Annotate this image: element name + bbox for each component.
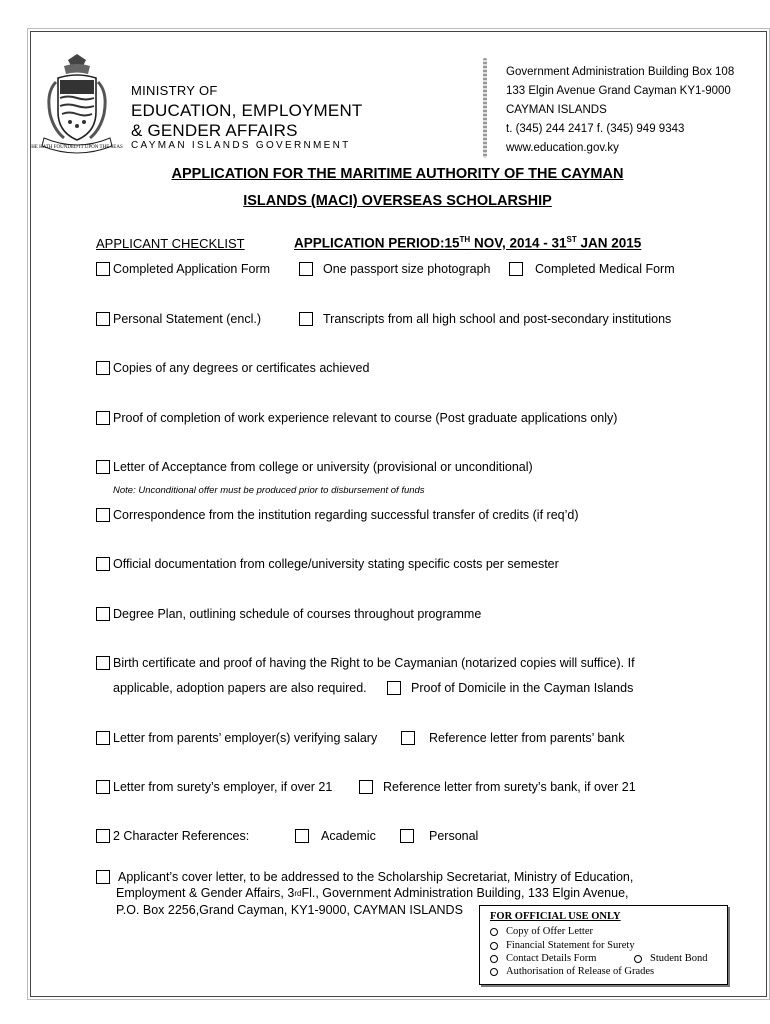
official-item-label: Student Bond	[650, 953, 708, 964]
official-item-label: Contact Details Form	[506, 953, 597, 964]
page-title-line1: APPLICATION FOR THE MARITIME AUTHORITY OF THE CAYMAN	[171, 166, 624, 182]
ministry-of: MINISTRY OF	[131, 83, 218, 98]
official-item	[490, 966, 654, 977]
checklist-row	[359, 780, 636, 794]
checkbox[interactable]	[96, 312, 110, 326]
checkbox[interactable]	[299, 312, 313, 326]
checkbox[interactable]	[96, 411, 110, 425]
checklist-row	[96, 829, 249, 843]
checkbox[interactable]	[295, 829, 309, 843]
checklist-row	[96, 460, 533, 474]
official-item	[490, 926, 593, 937]
official-item	[634, 953, 707, 964]
cover-letter-text: P.O. Box 2256,Grand Cayman, KY1-9000, CAYMAN ISLANDS	[116, 903, 463, 917]
checklist-row	[387, 681, 633, 695]
application-period: APPLICATION PERIOD:15TH NOV, 2014 - 31ST JAN 2015	[294, 235, 642, 251]
checklist-row	[96, 780, 332, 794]
acceptance-note: Note: Unconditional offer must be produced prior to disbursement of funds	[113, 485, 425, 496]
official-use-heading: FOR OFFICIAL USE ONLY	[490, 911, 621, 922]
checklist-row	[96, 607, 481, 621]
checkbox[interactable]	[387, 681, 401, 695]
checklist-label: Copies of any degrees or certificates achieved	[113, 361, 370, 375]
coat-of-arms-icon	[31, 52, 123, 156]
header-divider	[483, 58, 487, 158]
checkbox[interactable]	[96, 607, 110, 621]
page-title-line2: ISLANDS (MACI) OVERSEAS SCHOLARSHIP	[243, 193, 552, 209]
checklist-label: Birth certificate and proof of having the Right to be Caymanian (notarized copies will suffice). If	[113, 656, 635, 670]
address-line: CAYMAN ISLANDS	[506, 104, 607, 116]
checklist-row	[401, 731, 624, 745]
checklist-row-continued	[113, 681, 367, 695]
checklist-row-continued	[116, 886, 629, 900]
checklist-label: Completed Application Form	[113, 262, 271, 276]
official-item	[490, 940, 635, 951]
bullet-icon	[490, 928, 498, 936]
checklist-row	[96, 262, 270, 276]
checklist-label: Degree Plan, outlining schedule of courses throughout programme	[113, 607, 482, 621]
checklist-row	[96, 656, 635, 670]
checklist-label: Correspondence from the institution regarding successful transfer of credits (if req’d)	[113, 508, 579, 522]
checklist-row	[295, 829, 376, 843]
government-name: CAYMAN ISLANDS GOVERNMENT	[131, 140, 351, 151]
checkbox[interactable]	[96, 557, 110, 571]
address-line: Government Administration Building Box 108	[506, 66, 735, 78]
checklist-label: Academic	[321, 829, 376, 843]
checkbox[interactable]	[96, 870, 110, 884]
checklist-label: Letter from parents’ employer(s) verifying salary	[113, 731, 378, 745]
checklist-label: 2 Character References:	[113, 829, 250, 843]
checklist-label: Official documentation from college/university stating specific costs per semester	[113, 557, 559, 571]
official-item-label: Financial Statement for Surety	[506, 940, 635, 951]
checklist-label: Letter of Acceptance from college or university (provisional or unconditional)	[113, 460, 533, 474]
checkbox[interactable]	[96, 731, 110, 745]
official-item-label: Authorisation of Release of Grades	[506, 966, 655, 977]
official-item	[490, 953, 596, 964]
checklist-label: Personal	[429, 829, 479, 843]
checklist-row-continued	[116, 903, 463, 917]
cover-letter-text: Fl., Government Administration Building, 133 Elgin Avenue,	[301, 886, 629, 900]
official-item-label: Copy of Offer Letter	[506, 926, 593, 937]
checklist-label: Reference letter from parents’ bank	[429, 731, 625, 745]
superscript: rd	[294, 888, 302, 898]
checklist-row	[96, 361, 369, 375]
checklist-row	[96, 731, 377, 745]
checklist-heading: APPLICANT CHECKLIST	[96, 236, 245, 251]
checklist-row	[299, 262, 490, 276]
checkbox[interactable]	[96, 262, 110, 276]
bullet-icon	[490, 968, 498, 976]
checklist-row	[400, 829, 478, 843]
address-line: 133 Elgin Avenue Grand Cayman KY1-9000	[506, 85, 731, 97]
checkbox[interactable]	[509, 262, 523, 276]
checklist-row	[299, 312, 671, 326]
checkbox[interactable]	[96, 508, 110, 522]
checkbox[interactable]	[359, 780, 373, 794]
checkbox[interactable]	[96, 780, 110, 794]
checkbox[interactable]	[299, 262, 313, 276]
checkbox[interactable]	[96, 460, 110, 474]
checklist-row	[96, 312, 261, 326]
checkbox[interactable]	[96, 656, 110, 670]
checklist-row	[96, 557, 559, 571]
checklist-row	[509, 262, 675, 276]
checklist-label: Transcripts from all high school and post-secondary institutions	[323, 312, 672, 326]
checklist-row	[96, 508, 579, 522]
checkbox[interactable]	[400, 829, 414, 843]
phone-line: t. (345) 244 2417 f. (345) 949 9343	[506, 123, 685, 135]
checkbox[interactable]	[96, 829, 110, 843]
checklist-label: Personal Statement (encl.)	[113, 312, 261, 326]
cover-letter-text: Employment & Gender Affairs, 3	[116, 886, 295, 900]
checkbox[interactable]	[96, 361, 110, 375]
checklist-label: applicable, adoption papers are also required.	[113, 681, 367, 695]
ministry-name-line3: & GENDER AFFAIRS	[131, 121, 298, 140]
checklist-label: One passport size photograph	[323, 262, 491, 276]
bullet-icon	[490, 942, 498, 950]
checklist-row	[96, 870, 633, 884]
website-link[interactable]: www.education.gov.ky	[506, 142, 619, 154]
checklist-label: Reference letter from surety’s bank, if over 21	[383, 780, 636, 794]
svg-text:HE HATH FOUNDED IT UPON THE SE: HE HATH FOUNDED IT UPON THE SEAS	[31, 145, 123, 150]
official-use-box	[479, 905, 728, 985]
checklist-label: Applicant’s cover letter, to be addressed to the Scholarship Secretariat, Ministry of Education,	[118, 870, 634, 884]
checklist-label: Completed Medical Form	[535, 262, 675, 276]
checklist-label: Proof of Domicile in the Cayman Islands	[411, 681, 634, 695]
bullet-icon	[634, 955, 642, 963]
checklist-label: Letter from surety’s employer, if over 21	[113, 780, 333, 794]
checklist-label: Proof of completion of work experience relevant to course (Post graduate applications only)	[113, 411, 618, 425]
ministry-name-line2: EDUCATION, EMPLOYMENT	[131, 101, 363, 120]
checkbox[interactable]	[401, 731, 415, 745]
bullet-icon	[490, 955, 498, 963]
checklist-row	[96, 411, 617, 425]
